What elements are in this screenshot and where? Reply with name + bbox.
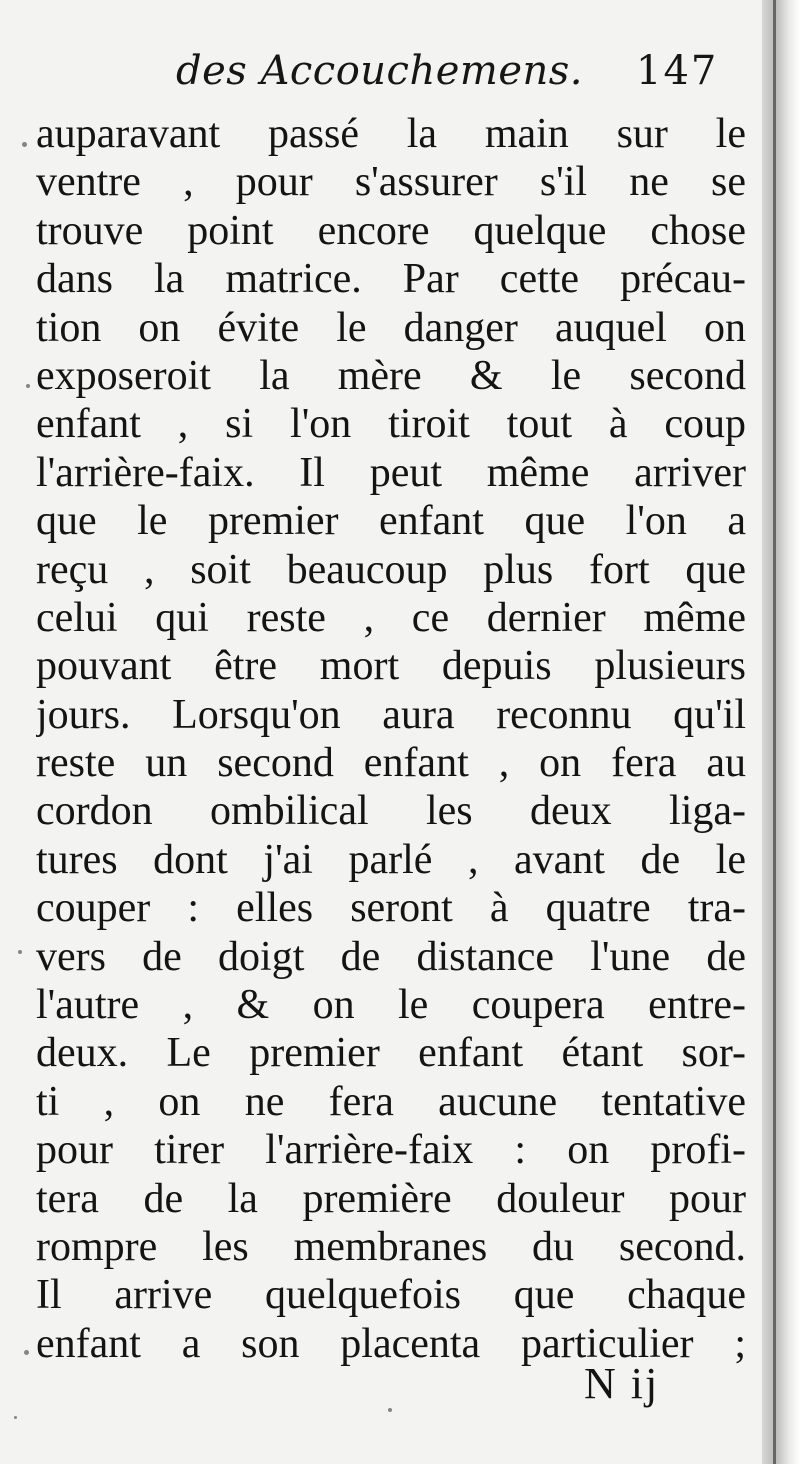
page-number: 147: [636, 48, 719, 94]
text-line: l'arrière-faix. Il peut même arriver: [36, 449, 746, 496]
text-line: auparavant passé la main sur le: [36, 111, 746, 157]
text-line: reste un second enfant , on fera au: [36, 740, 746, 787]
text-line: dans la matrice. Par cette précau-: [36, 256, 746, 303]
ink-speck: [22, 142, 27, 147]
text-line: enfant , si l'on tiroit tout à coup: [36, 401, 746, 448]
text-line: trouve point encore quelque chose: [36, 207, 746, 254]
text-line: exposeroit la mère & le second: [36, 352, 746, 399]
text-line: couper : elles seront à quatre tra-: [36, 885, 746, 932]
text-line: Il arrive quelquefois que chaque: [36, 1272, 746, 1319]
text-line: ti , on ne fera aucune tentative: [36, 1078, 746, 1125]
text-line: pour tirer l'arrière-faix : on profi-: [36, 1127, 746, 1174]
text-line: enfant a son placenta particulier ;: [36, 1320, 746, 1367]
text-line: rompre les membranes du second.: [36, 1223, 746, 1270]
ink-speck: [26, 384, 30, 388]
text-line: que le premier enfant que l'on a: [36, 498, 746, 545]
ink-speck: [388, 1408, 392, 1412]
ink-speck: [24, 1350, 29, 1355]
text-line: reçu , soit beaucoup plus fort que: [36, 546, 746, 593]
text-line: jours. Lorsqu'on aura reconnu qu'il: [36, 691, 746, 738]
page-edge-line: [773, 0, 776, 1464]
text-line: ventre , pour s'assurer s'il ne se: [36, 159, 746, 206]
text-line: vers de doigt de distance l'une de: [36, 933, 746, 980]
running-head: [0, 48, 740, 108]
ink-speck: [14, 1416, 17, 1419]
signature-mark: N ij: [584, 1359, 660, 1408]
body-text: [36, 110, 746, 1368]
ink-speck: [18, 950, 22, 954]
running-head-title: des Accouchemens.: [176, 48, 583, 94]
page-edge-shadow: [762, 0, 800, 1464]
text-line: tion on évite le danger auquel on: [36, 304, 746, 351]
text-line: tures dont j'ai parlé , avant de le: [36, 836, 746, 883]
text-line: cordon ombilical les deux liga-: [36, 788, 746, 835]
text-line: tera de la première douleur pour: [36, 1175, 746, 1222]
text-line: pouvant être mort depuis plusieurs: [36, 643, 746, 690]
text-line: celui qui reste , ce dernier même: [36, 594, 746, 641]
text-line: l'autre , & on le coupera entre-: [36, 982, 746, 1029]
text-line: deux. Le premier enfant étant sor-: [36, 1030, 746, 1077]
